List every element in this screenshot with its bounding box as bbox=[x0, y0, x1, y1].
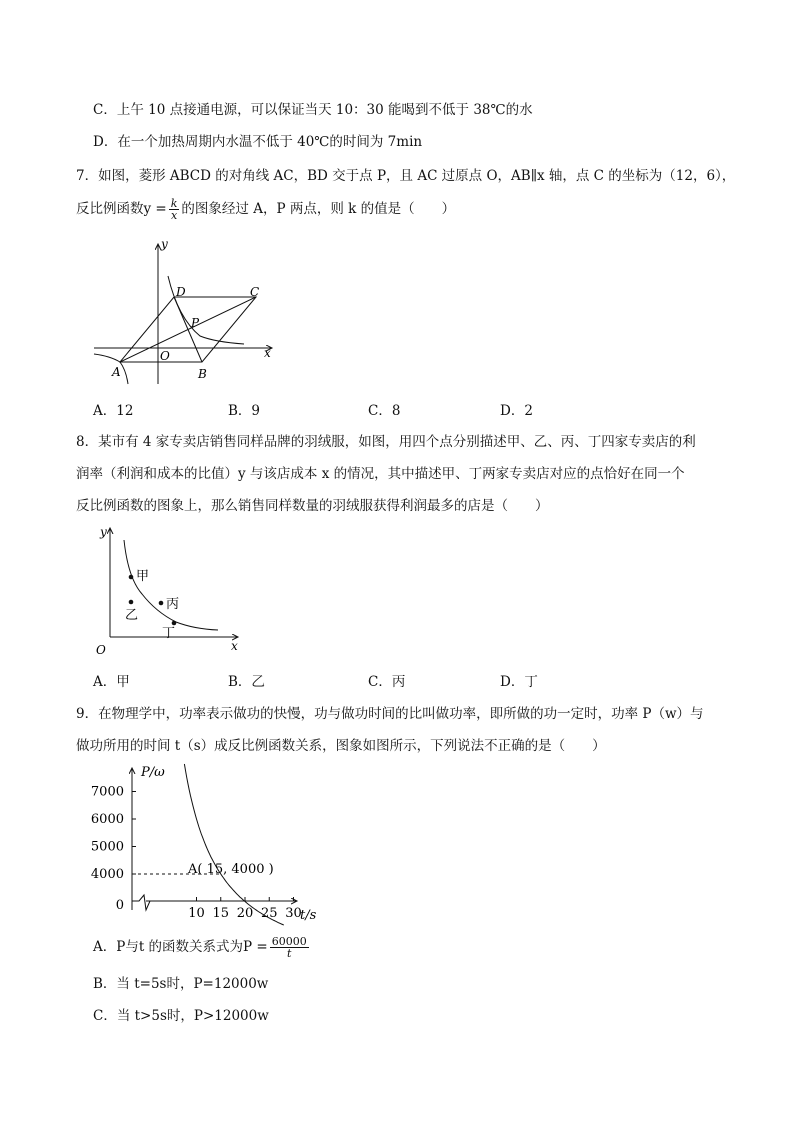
q7-label-x: x bbox=[264, 346, 271, 360]
q9-option-a[interactable] bbox=[93, 936, 311, 959]
q9-stem-line2: 做功所用的时间 t（s）成反比例函数关系，图象如图所示，下列说法不正确的是（ ） bbox=[76, 738, 606, 754]
q7-stem-line2a: 反比例函数y = bbox=[76, 201, 167, 217]
q8-option-a[interactable]: A．甲 bbox=[93, 674, 130, 690]
q7-figure bbox=[90, 236, 290, 386]
q9-option-a-fraction bbox=[270, 936, 309, 959]
q8-label-ding: 丁 bbox=[162, 626, 176, 641]
q8-option-c[interactable]: C．丙 bbox=[368, 674, 406, 690]
q9-ylabel: P/ω bbox=[141, 765, 165, 780]
q7-label-y: y bbox=[161, 237, 168, 251]
q7-label-b: B bbox=[198, 367, 207, 381]
q9-xtick-label: 30 bbox=[285, 906, 302, 921]
q8-label-yi: 乙 bbox=[125, 608, 139, 623]
q8-label-x: x bbox=[231, 639, 238, 653]
q8-hyperbola bbox=[124, 540, 218, 630]
q8-label-jia: 甲 bbox=[136, 569, 150, 584]
q8-option-b[interactable]: B．乙 bbox=[228, 674, 265, 690]
q9-xtick-label: 15 bbox=[212, 906, 230, 921]
q9-axis-break bbox=[132, 895, 150, 910]
q7-label-a: A bbox=[112, 365, 121, 379]
q9-point-label: A( 15, 4000 ) bbox=[188, 862, 274, 877]
q6-option-c: C．上午 10 点接通电源，可以保证当天 10：30 能喝到不低于 38℃的水 bbox=[93, 102, 533, 118]
q8-point-jia bbox=[129, 575, 134, 580]
q8-label-y: y bbox=[100, 525, 107, 539]
q7-label-p: P bbox=[191, 316, 200, 330]
q9-stem-line1: 9．在物理学中，功率表示做功的快慢，功与做功时间的比叫做功率，即所做的功一定时，功率 P（w）与 bbox=[76, 706, 704, 722]
q8-figure bbox=[90, 522, 250, 662]
q9-ytick-label: 6000 bbox=[90, 812, 124, 827]
q8-stem-line1: 8．某市有 4 家专卖店销售同样品牌的羽绒服，如图，用四个点分别描述甲、乙、丙、丁四家专卖店的利 bbox=[76, 434, 696, 450]
q9-frac-den: t bbox=[287, 947, 292, 960]
q9-ytick-label: 0 bbox=[115, 898, 124, 913]
q9-xtick-label: 10 bbox=[188, 906, 205, 921]
q8-stem-line3: 反比例函数的图象上，那么销售同样数量的羽绒服获得利润最多的店是（ ） bbox=[76, 498, 549, 514]
q9-option-a-text: A．P与t 的函数关系式为P = bbox=[93, 939, 268, 955]
q7-stem-line1: 7．如图，菱形 ABCD 的对角线 AC，BD 交于点 P，且 AC 过原点 O，AB∥x 轴，点 C 的坐标为（12，6）， bbox=[76, 168, 736, 184]
q7-label-o: O bbox=[160, 349, 170, 363]
q9-option-c[interactable]: C．当 t>5s时，P>12000w bbox=[93, 1008, 269, 1024]
q9-xtick-label: 25 bbox=[260, 906, 278, 921]
q7-option-c[interactable]: C．8 bbox=[368, 403, 401, 419]
q8-point-ding bbox=[172, 621, 177, 626]
q9-ytick-label: 4000 bbox=[90, 867, 124, 882]
q9-frac-num: 60000 bbox=[271, 935, 307, 948]
q9-xlabel: t/s bbox=[300, 908, 317, 923]
q7-stem-line2 bbox=[76, 198, 455, 221]
q7-frac-den: x bbox=[170, 209, 178, 222]
q8-label-bing: 丙 bbox=[166, 597, 180, 612]
q8-option-d[interactable]: D．丁 bbox=[500, 674, 538, 690]
q7-frac-num: k bbox=[170, 197, 178, 210]
q9-xtick-label: 20 bbox=[236, 906, 254, 921]
q8-stem-line2: 润率（利润和成本的比值）y 与该店成本 x 的情况，其中描述甲、丁两家专卖店对应的点恰好在同一个 bbox=[76, 466, 685, 482]
q7-label-c: C bbox=[250, 285, 260, 299]
q7-option-a[interactable]: A．12 bbox=[93, 403, 134, 419]
q8-label-o: O bbox=[96, 643, 106, 657]
q9-ytick-label: 7000 bbox=[90, 784, 124, 800]
q9-option-b[interactable]: B．当 t=5s时，P=12000w bbox=[93, 976, 269, 992]
q7-fraction bbox=[169, 198, 180, 221]
q8-point-bing bbox=[159, 601, 164, 606]
q7-option-b[interactable]: B．9 bbox=[228, 403, 261, 419]
q7-stem-line2b: 的图象经过 A，P 两点，则 k 的值是（ ） bbox=[181, 201, 456, 217]
q9-ytick-label: 5000 bbox=[90, 839, 124, 855]
q9-chart bbox=[84, 760, 334, 925]
q7-option-d[interactable]: D．2 bbox=[500, 403, 533, 419]
q8-point-yi bbox=[129, 600, 134, 605]
q6-option-d: D．在一个加热周期内水温不低于 40℃的时间为 7min bbox=[93, 134, 423, 150]
q7-label-d: D bbox=[176, 285, 186, 299]
